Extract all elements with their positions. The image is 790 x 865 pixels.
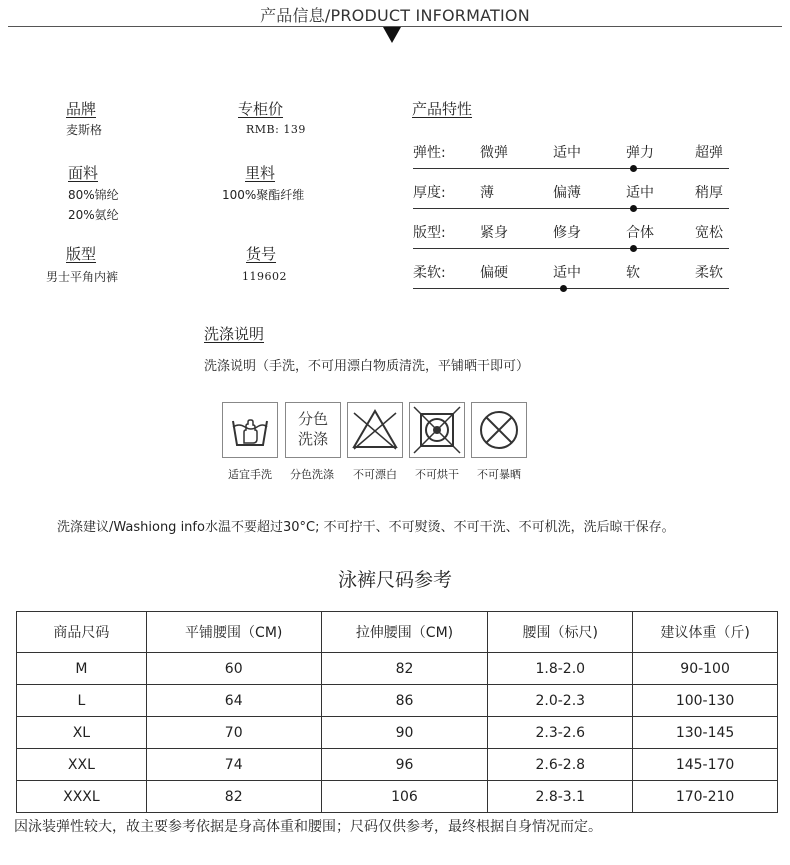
table-header-cell: 商品尺码 xyxy=(17,612,147,653)
footer-note: 因泳装弹性较大，故主要参考依据是身高体重和腰围；尺码仅供参考，最终根据自身情况而定。 xyxy=(14,819,602,835)
feature-option: 合体 xyxy=(626,225,654,241)
table-cell: 70 xyxy=(146,717,321,749)
wash-advice: 洗涤建议/Washiong info水温不要超过30°C; 不可拧干、不可熨烫、不可干洗、不可机洗，洗后晾干保存。 xyxy=(57,520,675,535)
table-row xyxy=(17,685,778,717)
feature-name: 弹性: xyxy=(413,145,446,161)
table-cell: 2.6-2.8 xyxy=(488,749,633,781)
table-cell: 2.0-2.3 xyxy=(488,685,633,717)
table-cell: 2.8-3.1 xyxy=(488,781,633,813)
feature-scale-line xyxy=(413,168,729,169)
table-header-cell: 腰围（标尺) xyxy=(488,612,633,653)
table-header-cell: 平铺腰围（CM) xyxy=(146,612,321,653)
no-sun-dry-icon xyxy=(471,402,527,458)
table-cell: 90 xyxy=(321,717,488,749)
no-tumble-dry-icon xyxy=(409,402,465,458)
feature-option: 柔软 xyxy=(695,265,723,281)
feature-option: 适中 xyxy=(553,265,581,281)
sku-label: 货号 xyxy=(246,245,277,263)
price-value: RMB: 139 xyxy=(246,123,306,136)
table-header-cell: 建议体重（斤) xyxy=(633,612,778,653)
color-separate-icon-text: 洗涤 xyxy=(297,430,328,448)
style-value: 男士平角内裤 xyxy=(46,270,119,284)
table-cell: 82 xyxy=(321,653,488,685)
table-row xyxy=(17,781,778,813)
feature-option: 偏硬 xyxy=(480,265,508,281)
hand-wash-caption: 适宜手洗 xyxy=(228,468,272,481)
feature-option: 适中 xyxy=(626,185,654,201)
price-label: 专柜价 xyxy=(238,100,284,118)
table-header-cell: 拉伸腰围（CM) xyxy=(321,612,488,653)
feature-option: 超弹 xyxy=(695,145,723,161)
wash-title: 洗涤说明 xyxy=(204,325,265,343)
table-cell: 86 xyxy=(321,685,488,717)
feature-scale-line xyxy=(413,208,729,209)
feature-option: 适中 xyxy=(553,145,581,161)
feature-row xyxy=(413,262,729,298)
no-bleach-caption: 不可漂白 xyxy=(353,468,397,481)
feature-marker-dot xyxy=(630,205,637,212)
color-separate-caption: 分色洗涤 xyxy=(290,468,334,481)
table-cell: 100-130 xyxy=(633,685,778,717)
table-cell: 170-210 xyxy=(633,781,778,813)
table-cell: XL xyxy=(17,717,147,749)
table-row xyxy=(17,749,778,781)
features-title: 产品特性 xyxy=(412,100,473,118)
table-cell: 130-145 xyxy=(633,717,778,749)
brand-label: 品牌 xyxy=(66,100,97,118)
fabric-value: 80%锦纶 xyxy=(68,188,119,202)
table-cell: 82 xyxy=(146,781,321,813)
feature-option: 紧身 xyxy=(480,225,508,241)
wash-description: 洗涤说明（手洗，不可用漂白物质清洗，平铺晒干即可） xyxy=(204,359,530,374)
feature-option: 软 xyxy=(626,265,640,281)
table-cell: M xyxy=(17,653,147,685)
table-cell: 60 xyxy=(146,653,321,685)
table-cell: 145-170 xyxy=(633,749,778,781)
feature-marker-dot xyxy=(630,245,637,252)
table-cell: XXXL xyxy=(17,781,147,813)
feature-marker-dot xyxy=(560,285,567,292)
feature-scale-line xyxy=(413,288,729,289)
feature-name: 厚度: xyxy=(413,185,446,201)
table-cell: 1.8-2.0 xyxy=(488,653,633,685)
header-triangle-icon xyxy=(383,27,401,43)
no-tumble-dry-caption: 不可烘干 xyxy=(415,468,459,481)
feature-name: 版型: xyxy=(413,225,446,241)
feature-scale-line xyxy=(413,248,729,249)
brand-value: 麦斯格 xyxy=(66,123,103,137)
table-row xyxy=(17,717,778,749)
table-cell: 74 xyxy=(146,749,321,781)
table-cell: 2.3-2.6 xyxy=(488,717,633,749)
feature-option: 稍厚 xyxy=(695,185,723,201)
page-title: 产品信息/PRODUCT INFORMATION xyxy=(260,6,530,25)
table-cell: 106 xyxy=(321,781,488,813)
style-label: 版型 xyxy=(66,245,97,263)
table-cell: 96 xyxy=(321,749,488,781)
table-header-row xyxy=(17,612,778,653)
feature-row xyxy=(413,182,729,218)
table-row xyxy=(17,653,778,685)
no-sun-dry-caption: 不可暴晒 xyxy=(477,468,521,481)
fabric-value: 20%氨纶 xyxy=(68,208,119,222)
color-separate-icon xyxy=(285,402,341,458)
table-cell: 90-100 xyxy=(633,653,778,685)
lining-label: 里料 xyxy=(245,164,276,182)
feature-option: 修身 xyxy=(553,225,581,241)
feature-marker-dot xyxy=(630,165,637,172)
lining-value: 100%聚酯纤维 xyxy=(222,188,305,202)
feature-name: 柔软: xyxy=(413,265,446,281)
feature-option: 偏薄 xyxy=(553,185,581,201)
feature-option: 薄 xyxy=(480,185,494,201)
feature-option: 弹力 xyxy=(626,145,654,161)
size-table-title: 泳裤尺码参考 xyxy=(337,569,452,591)
table-cell: L xyxy=(17,685,147,717)
feature-row xyxy=(413,222,729,258)
fabric-label: 面料 xyxy=(68,164,99,182)
feature-option: 微弹 xyxy=(480,145,508,161)
no-bleach-icon xyxy=(347,402,403,458)
table-cell: 64 xyxy=(146,685,321,717)
feature-row xyxy=(413,142,729,178)
hand-wash-icon xyxy=(222,402,278,458)
table-cell: XXL xyxy=(17,749,147,781)
size-table xyxy=(16,611,778,813)
sku-value: 119602 xyxy=(242,270,287,283)
feature-option: 宽松 xyxy=(695,225,723,241)
color-separate-icon-text: 分色 xyxy=(297,410,328,428)
